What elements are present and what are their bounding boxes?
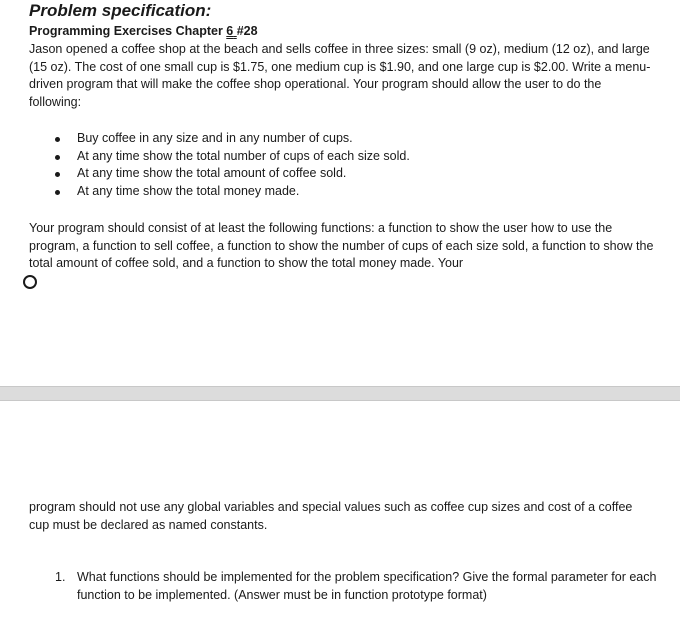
requirement-item <box>55 183 410 201</box>
requirements-list <box>55 130 410 200</box>
requirement-text: At any time show the total amount of coffee sold. <box>77 166 347 181</box>
questions-list <box>55 569 657 604</box>
requirement-item <box>55 148 410 166</box>
subheading-number: #28 <box>236 24 258 38</box>
question-number: 1. <box>55 570 66 584</box>
subheading-chapter: 6 <box>226 24 234 38</box>
problem-heading: Problem specification: <box>29 1 212 20</box>
intro-paragraph: Jason opened a coffee shop at the beach and sells coffee in three sizes: small (9 oz), medium (12 oz), and large (15 oz). The cost of one small cup is $1.75, one medium cup is $1.90, and one large cup is $2.00. Write a menu-driven program that will make the coffee shop operational. Your program should allow the user to do the following: <box>29 42 651 109</box>
page-break-divider <box>0 386 680 401</box>
cursor-circle-icon <box>23 275 37 289</box>
requirement-text: Buy coffee in any size and in any number of cups. <box>77 131 353 145</box>
functions-paragraph-part2: program should not use any global variables and special values such as coffee cup sizes and cost of a coffee cup must be declared as named constants. <box>29 500 633 532</box>
bullet-icon <box>55 172 60 177</box>
subheading-prefix: Programming Exercises Chapter <box>29 24 227 38</box>
bullet-icon <box>55 190 60 195</box>
functions-paragraph-part1: Your program should consist of at least the following functions: a function to show the user how to use the program, a function to sell coffee, a function to show the number of cups of each size sold, a function to show the total amount of coffee sold, and a function to show the total money made. Your <box>29 221 654 271</box>
requirement-item <box>55 130 410 148</box>
page-bottom-section <box>0 401 680 620</box>
question-item <box>55 569 657 604</box>
question-text: What functions should be implemented for the problem specification? Give the formal parameter for each function to be implemented. (Answer must be in function prototype format) <box>77 570 657 602</box>
requirement-text: At any time show the total number of cups of each size sold. <box>77 148 410 163</box>
requirement-text: At any time show the total money made. <box>77 183 300 198</box>
bullet-icon <box>55 155 60 160</box>
exercise-subheading <box>29 24 258 38</box>
requirement-item <box>55 165 410 183</box>
bullet-icon <box>55 137 60 142</box>
